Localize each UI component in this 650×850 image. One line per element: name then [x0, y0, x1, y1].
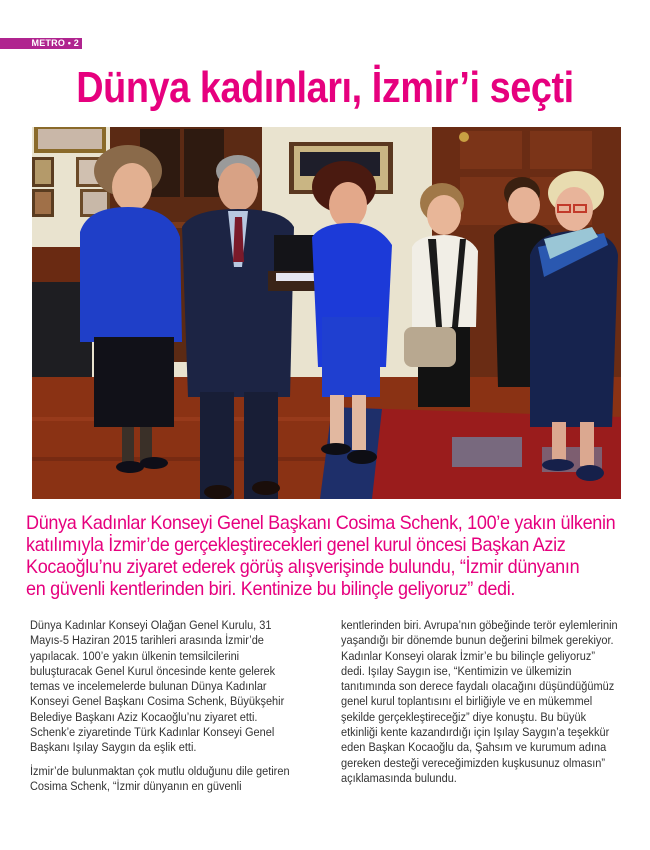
- body-line: yaşandığı bir dönemde bunun değerini bilmek gerekiyor.: [341, 633, 614, 648]
- lead-line: Dünya Kadınlar Konseyi Genel Başkanı Cosima Schenk, 100’e yakın ülkenin: [26, 512, 616, 534]
- page-section-label: METRO • 2: [0, 38, 82, 49]
- body-paragraph: [341, 618, 638, 786]
- body-paragraph: [30, 618, 327, 794]
- paragraph-gap: [30, 756, 327, 764]
- body-line: etkinliği kente kazandırdığı için Işılay Saygın’a teşekkür: [341, 725, 610, 740]
- body-line: eden Başkan Kocaoğlu da, Şahsım ve kurumum adına: [341, 740, 607, 755]
- body-line: Dünya Kadınlar Konseyi Olağan Genel Kurulu, 31: [30, 618, 272, 632]
- body-line: İzmir’de bulunmaktan çok mutlu olduğunu dile getiren: [30, 763, 290, 778]
- body-line: Cosima Schenk, “İzmir dünyanın en güvenli: [30, 778, 242, 793]
- group-photo-icon: [32, 127, 621, 499]
- body-line: tanıtımında son derece faydalı olacağını düşündüğümüz: [341, 679, 615, 694]
- body-line: Mayıs-5 Haziran 2015 tarihleri arasında İzmir’de: [30, 633, 264, 648]
- body-line: Başkanı Işılay Saygın da eşlik etti.: [30, 740, 197, 755]
- body-line: Konseyi Genel Başkanı Cosima Schenk, Büyükşehir: [30, 694, 285, 709]
- article-lead: [26, 512, 616, 600]
- body-line: Belediye Başkanı Aziz Kocaoğlu’nu ziyaret etti.: [30, 709, 258, 724]
- body-line: açıklamasında bulundu.: [341, 770, 457, 785]
- article-photo: [32, 127, 621, 499]
- lead-line: Kocaoğlu’nu ziyaret ederek görüş alışverişinde bulundu, “İzmir dünyanın: [26, 556, 580, 578]
- lead-line: en güvenli kentlerinden biri. Kentinize bu bilinçle geliyoruz” dedi.: [26, 578, 516, 600]
- body-line: genel kurul toplantısını el birliğiyle ve en mükemmel: [341, 694, 593, 709]
- body-line: Schenk’e ziyaretinde Türk Kadınlar Konseyi Genel: [30, 725, 275, 740]
- body-line: gereken desteği vereceğimizden kuşkusunuz olmasın”: [341, 755, 606, 770]
- body-line: temas ve incelemelerde bulunan Dünya Kadınlar: [30, 679, 267, 694]
- body-line: şekilde gerçekleştireceğiz” diye konuştu. Bu büyük: [341, 709, 587, 724]
- article-headline: Dünya kadınları, İzmir’i seçti: [76, 63, 574, 112]
- body-line: dedi. Işılay Saygın ise, “Kentimizin ve ülkemizin: [341, 663, 572, 678]
- body-line: kentlerinden biri. Avrupa’nın göbeğinde terör eylemlerinin: [341, 618, 618, 632]
- article-body-left-column: [30, 618, 326, 794]
- body-line: Kadınlar Konseyi olarak İzmir’e bu bilinçle geliyoruz”: [341, 648, 596, 663]
- article-body-right-column: [341, 618, 637, 786]
- body-line: yapılacak. 100’e yakın ülkenin temsilcilerini: [30, 648, 240, 663]
- lead-line: katılımıyla İzmir’de gerçekleştirecekleri genel kurul öncesi Başkan Aziz: [26, 534, 566, 556]
- body-line: buluşturacak Genel Kurul öncesinde kente gelerek: [30, 663, 276, 678]
